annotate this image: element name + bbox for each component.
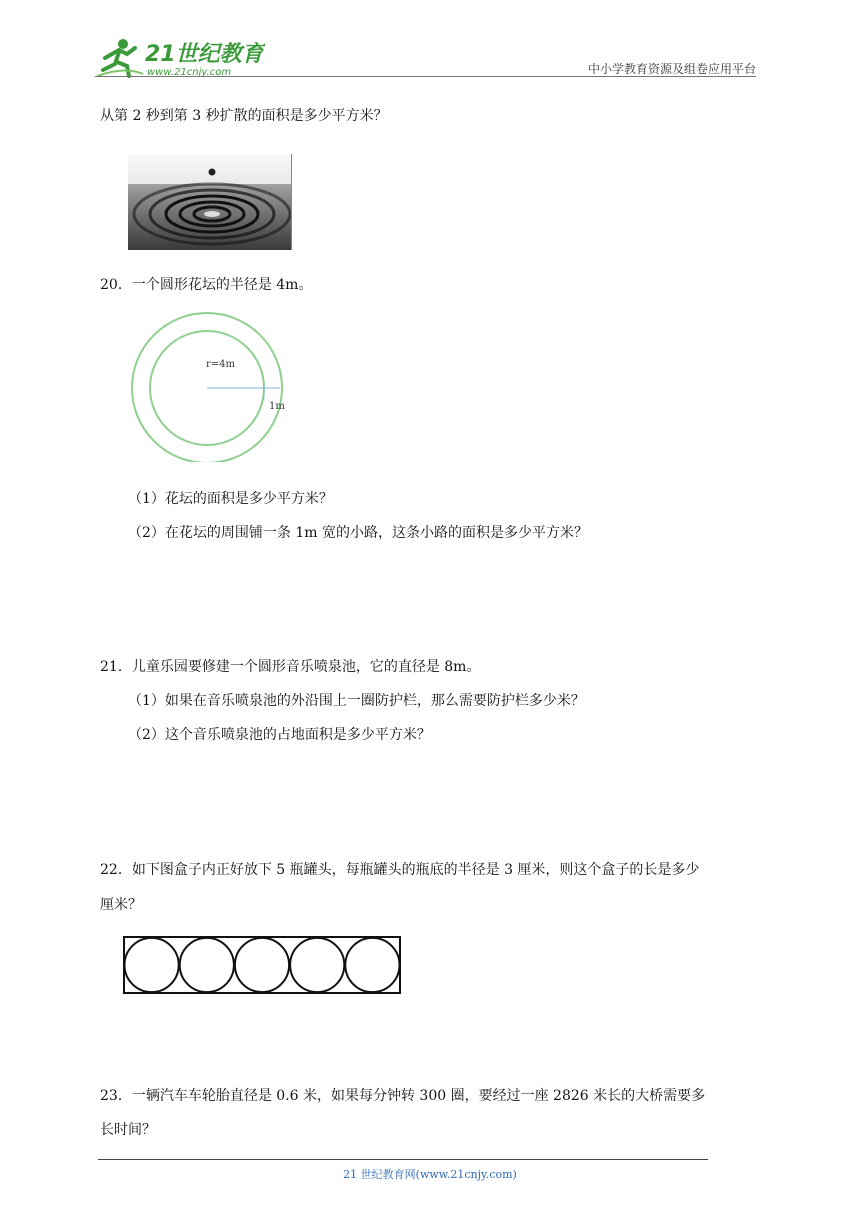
header-divider: [95, 76, 756, 77]
runner-icon: [97, 39, 143, 76]
can-circle: [235, 938, 289, 992]
q21-stem: 21．儿童乐园要修建一个圆形音乐喷泉池，它的直径是 8m。: [100, 659, 481, 675]
logo-url: www.21cnjy.com: [147, 67, 232, 78]
q23-stem-line1: 23．一辆汽车车轮胎直径是 0.6 米，如果每分钟转 300 圈，要经过一座 2826 米长的大桥需要多: [100, 1088, 706, 1104]
q20-sub1: （1）花坛的面积是多少平方米？: [128, 491, 333, 507]
site-logo: [95, 36, 265, 80]
q19-question-tail: 从第 2 秒到第 3 秒扩散的面积是多少平方米？: [100, 108, 388, 124]
can-circle: [180, 938, 234, 992]
flowerbed-diagram: [128, 312, 298, 462]
path-width-label: 1m: [269, 401, 285, 412]
footer-source: 21 世纪教育网(www.21cnjy.com): [343, 1168, 517, 1181]
water-ripple-photo: [128, 154, 292, 250]
water-drop-icon: [209, 169, 216, 176]
q22-stem-line1: 22．如下图盒子内正好放下 5 瓶罐头，每瓶罐头的瓶底的半径是 3 厘米，则这个盒子的长是多少: [100, 862, 700, 878]
box-with-cans-diagram: [122, 934, 404, 996]
q20-stem: 20．一个圆形花坛的半径是 4m。: [100, 277, 313, 293]
box-outline: [124, 937, 400, 993]
q23-stem-line2: 长时间？: [100, 1122, 156, 1138]
can-circle: [345, 938, 399, 992]
cans-group: [125, 938, 400, 992]
can-circle: [125, 938, 179, 992]
logo-wordmark: 21世纪教育: [145, 42, 264, 67]
footer-divider: [98, 1159, 708, 1160]
q20-sub2: （2）在花坛的周围铺一条 1m 宽的小路，这条小路的面积是多少平方米？: [128, 525, 588, 541]
platform-name: 中小学教育资源及组卷应用平台: [587, 62, 756, 76]
q22-stem-line2: 厘米？: [100, 897, 142, 913]
can-circle: [290, 938, 344, 992]
q21-sub2: （2）这个音乐喷泉池的占地面积是多少平方米？: [128, 727, 431, 743]
q21-sub1: （1）如果在音乐喷泉池的外沿围上一圈防护栏，那么需要防护栏多少米？: [128, 693, 585, 709]
radius-label: r=4m: [206, 359, 236, 370]
